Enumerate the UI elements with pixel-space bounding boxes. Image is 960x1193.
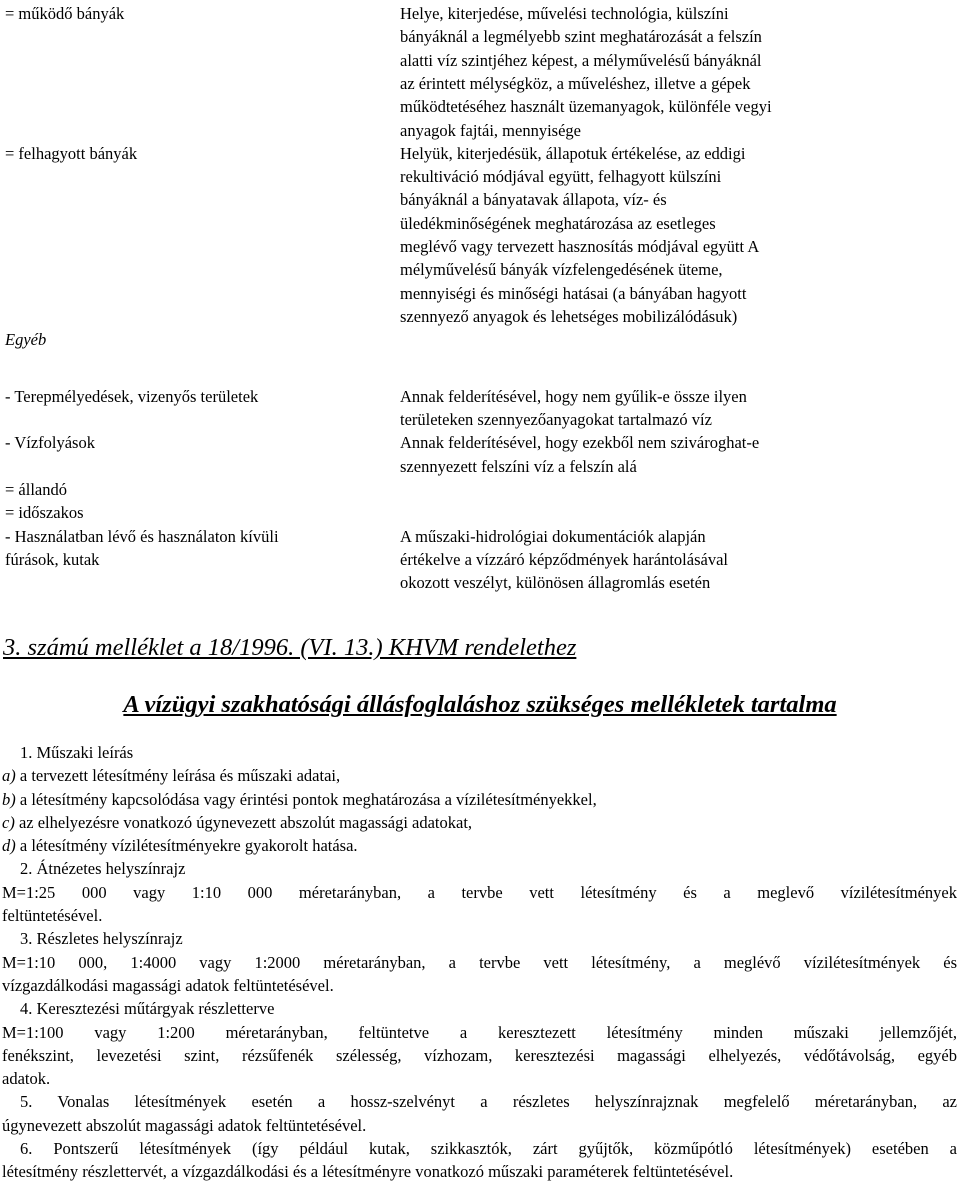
section-4-heading: 4. Keresztezési műtárgyak részletterve bbox=[20, 999, 275, 1019]
document-title: A vízügyi szakhatósági állásfoglaláshoz szükséges mellékletek tartalma bbox=[123, 691, 837, 718]
table-row bbox=[0, 501, 960, 524]
table-cell-right: szennyező anyagok és lehetséges mobilizálódásuk) bbox=[400, 306, 738, 326]
table-cell-right: anyagok fajtái, mennyisége bbox=[400, 120, 581, 140]
table-row bbox=[0, 165, 960, 188]
table-cell-right: értékelve a vízzáró képződmények harántolásával bbox=[400, 549, 728, 569]
table-cell-left: - Használatban lévő és használaton kívüli bbox=[5, 526, 279, 546]
table-cell-right: okozott veszélyt, különösen állagromlás esetén bbox=[400, 573, 711, 593]
section-2-text: M=1:25 000 vagy 1:10 000 méretarányban, a tervbe vett létesítmény és a meglevő vízilétesítmények bbox=[2, 882, 957, 902]
table-row bbox=[0, 455, 960, 478]
table-cell-right: A műszaki-hidrológiai dokumentációk alapján bbox=[400, 526, 706, 546]
table-row bbox=[0, 258, 960, 281]
table-cell-right: alatti víz szintjéhez képest, a mélyművelésű bányáknál bbox=[400, 50, 762, 70]
table-cell-right: mennyiségi és minőségi hatásai (a bányában hagyott bbox=[400, 283, 747, 303]
list-item: a) a tervezett létesítmény leírása és műszaki adatai, bbox=[2, 766, 341, 786]
section-3-heading: 3. Részletes helyszínrajz bbox=[20, 929, 183, 949]
section-3-text: M=1:10 000, 1:4000 vagy 1:2000 méretarányban, a tervbe vett létesítmény, a meglévő vízilétesítmények és bbox=[2, 952, 957, 972]
table-row bbox=[0, 72, 960, 95]
table-row bbox=[0, 431, 960, 454]
table-row bbox=[0, 95, 960, 118]
section-5-text: úgynevezett abszolút magassági adatok feltüntetésével. bbox=[2, 1115, 367, 1135]
table-cell-right: Annak felderítésével, hogy ezekből nem szivároghat-e bbox=[400, 433, 760, 453]
table-cell-right: területeken szennyezőanyagokat tartalmazó víz bbox=[400, 410, 712, 430]
section-4-text: adatok. bbox=[2, 1069, 51, 1089]
table-cell-left: = felhagyott bányák bbox=[5, 143, 138, 163]
table-row bbox=[0, 119, 960, 142]
section-4-text: fenékszint, levezetési szint, rézsűfenék szélesség, vízhozam, keresztezési magassági elhelyezés, védőtávolság, egyéb bbox=[2, 1045, 957, 1065]
table-row bbox=[0, 328, 960, 351]
table-cell-left: Egyéb bbox=[5, 330, 47, 350]
table-cell-right: Helyük, kiterjedésük, állapotuk értékelése, az eddigi bbox=[400, 143, 746, 163]
table-cell-right: meglévő vagy tervezett hasznosítás módjával együtt A bbox=[400, 237, 760, 256]
table-cell-right: Annak felderítésével, hogy nem gyűlik-e össze ilyen bbox=[400, 386, 747, 406]
list-item: b) a létesítmény kapcsolódása vagy érintési pontok meghatározása a vízilétesítményekkel, bbox=[2, 789, 597, 809]
table-row bbox=[0, 188, 960, 211]
table-row bbox=[0, 571, 960, 594]
table-cell-left: = állandó bbox=[5, 480, 67, 499]
list-item: c) az elhelyezésre vonatkozó úgynevezett abszolút magassági adatokat, bbox=[2, 812, 473, 832]
table-cell-right: működtetéséhez használt üzemanyagok, különféle vegyi bbox=[400, 97, 772, 117]
section-2-text: feltüntetésével. bbox=[2, 906, 103, 926]
table-row bbox=[0, 2, 960, 25]
section-6-text: 6. Pontszerű létesítmények (így például kutak, szikkasztók, zárt gyűjtők, közműpótló létesítmények) esetében a bbox=[20, 1139, 957, 1159]
table-row bbox=[0, 282, 960, 305]
table-row bbox=[0, 408, 960, 431]
table-cell-right: mélyművelésű bányák vízfelengedésének üteme, bbox=[400, 260, 723, 280]
table-cell-right: az érintett mélységköz, a műveléshez, illetve a gépek bbox=[400, 73, 751, 93]
section-6-text: létesítmény részlettervét, a vízgazdálkodási és a létesítményre vonatkozó műszaki paraméterek feltüntetésével. bbox=[2, 1162, 734, 1182]
table-cell-left: = időszakos bbox=[5, 503, 84, 523]
table-cell-right: üledékminőségének meghatározása az esetleges bbox=[400, 213, 716, 233]
table-row bbox=[0, 49, 960, 72]
section-1-heading: 1. Műszaki leírás bbox=[20, 743, 134, 762]
table-cell-left: fúrások, kutak bbox=[5, 549, 100, 569]
table-cell-left: = működő bányák bbox=[5, 4, 125, 23]
table-cell-left: - Terepmélyedések, vizenyős területek bbox=[5, 386, 259, 406]
table-cell-right: Helye, kiterjedése, művelési technológia, külszíni bbox=[400, 4, 729, 23]
section-2-heading: 2. Átnézetes helyszínrajz bbox=[20, 859, 186, 879]
section-1 bbox=[2, 741, 957, 1184]
table-cell-right: bányáknál a bányatavak állapota, víz- és bbox=[400, 190, 667, 210]
table-cell-right: bányáknál a legmélyebb szint meghatározását a felszín bbox=[400, 27, 762, 47]
table-row bbox=[0, 235, 960, 258]
table-row bbox=[0, 305, 960, 328]
section-4-text: M=1:100 vagy 1:200 méretarányban, feltüntetve a keresztezett létesítmény minden műszaki jellemzőjét, bbox=[2, 1022, 957, 1042]
table-row bbox=[0, 385, 960, 408]
table-row bbox=[0, 212, 960, 235]
annex-heading: 3. számú melléklet a 18/1996. (VI. 13.) KHVM rendelethez bbox=[3, 634, 577, 661]
table-cell-right: szennyezett felszíni víz a felszín alá bbox=[400, 456, 637, 476]
table-cell-right: rekultiváció módjával együtt, felhagyott külszíni bbox=[400, 167, 722, 187]
table-row bbox=[0, 548, 960, 571]
table-row bbox=[0, 525, 960, 548]
list-item: d) a létesítmény vízilétesítményekre gyakorolt hatása. bbox=[2, 836, 358, 856]
table-row bbox=[0, 142, 960, 165]
table-row bbox=[0, 478, 960, 501]
table-cell-left: - Vízfolyások bbox=[5, 433, 95, 453]
section-3-text: vízgazdálkodási magassági adatok feltüntetésével. bbox=[2, 975, 334, 995]
table-row bbox=[0, 25, 960, 48]
table-row bbox=[0, 352, 960, 375]
section-5-text: 5. Vonalas létesítmények esetén a hossz-szelvényt a részletes helyszínrajznak megfelelő méretarányban, az bbox=[20, 1092, 957, 1112]
